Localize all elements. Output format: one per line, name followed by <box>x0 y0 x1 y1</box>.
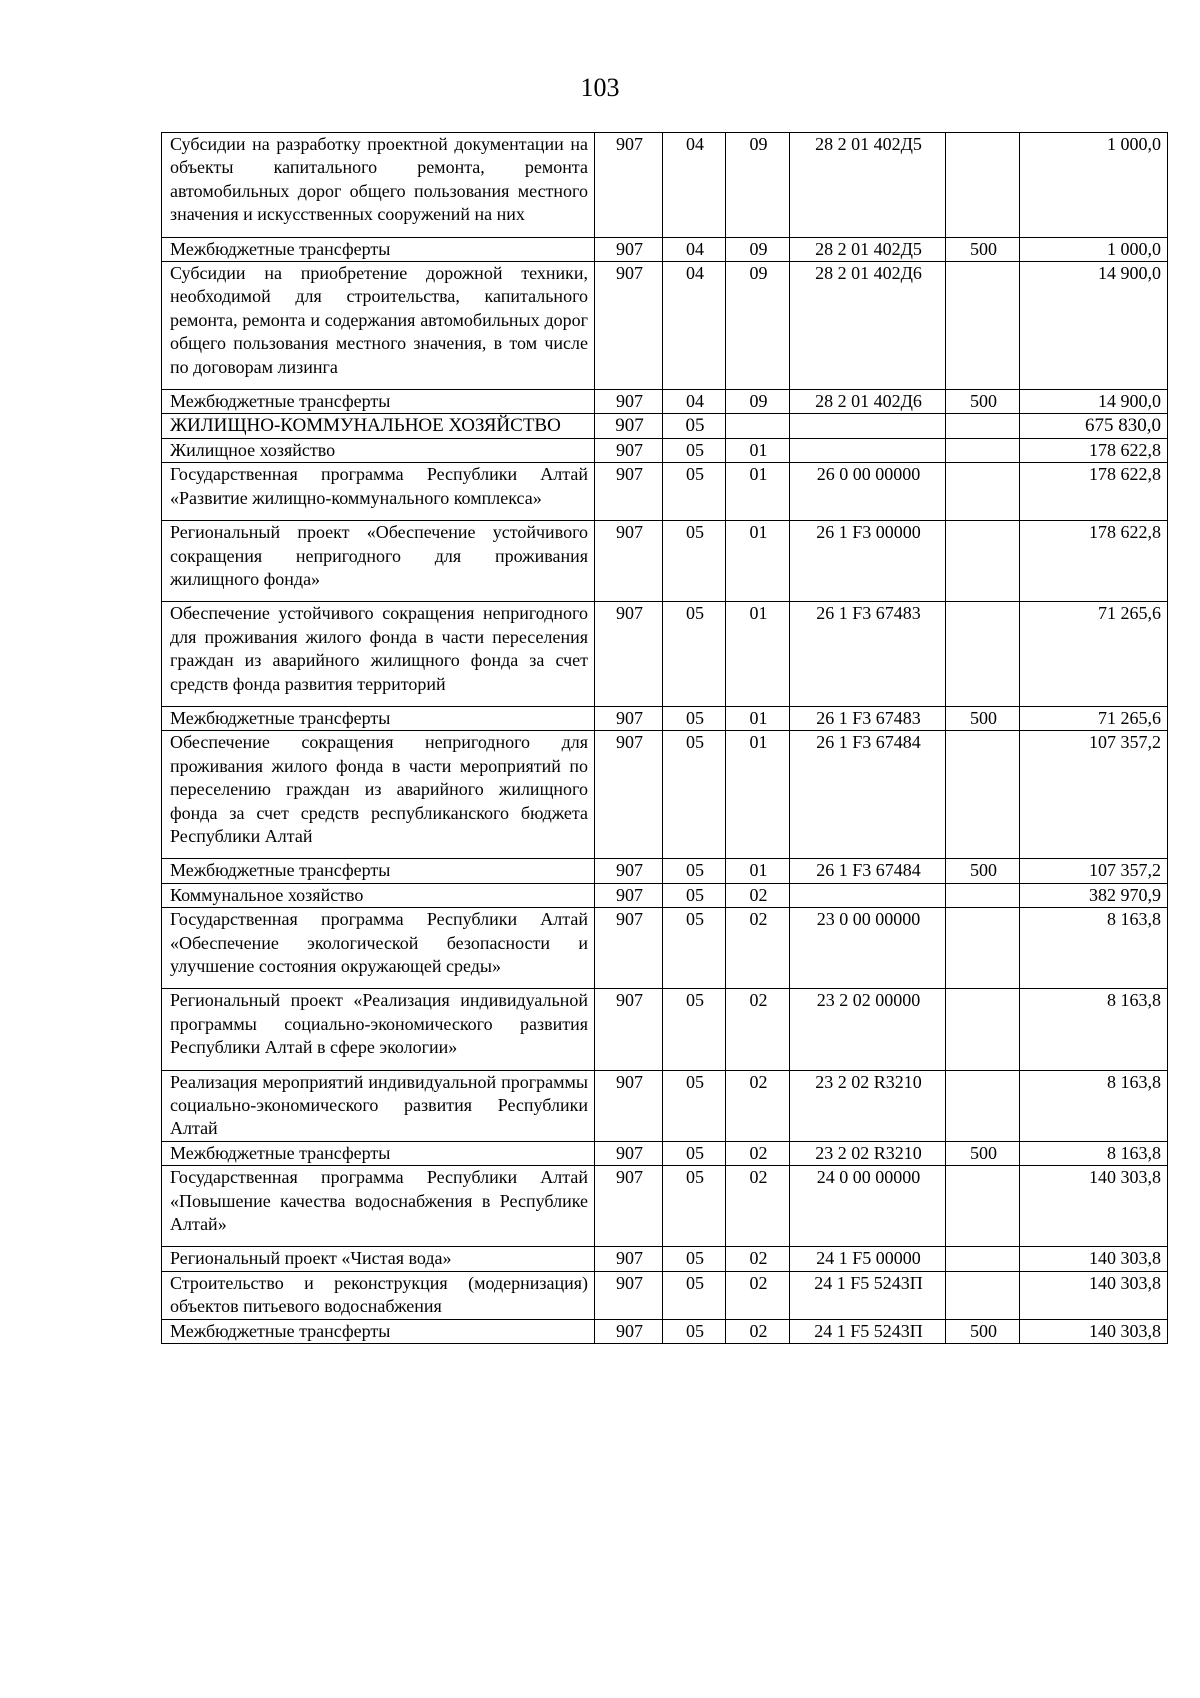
row-subsection-code: 01 <box>726 706 790 730</box>
table-row <box>162 262 1168 390</box>
row-amount: 8 163,8 <box>1020 908 1168 989</box>
row-subsection-code: 02 <box>726 883 790 907</box>
row-ministry-code: 907 <box>595 602 663 707</box>
row-amount: 1 000,0 <box>1020 237 1168 261</box>
table-row <box>162 908 1168 989</box>
row-amount: 140 303,8 <box>1020 1166 1168 1247</box>
row-target-article-code: 26 1 F3 67483 <box>790 706 946 730</box>
row-subsection-code: 01 <box>726 731 790 859</box>
row-amount: 8 163,8 <box>1020 989 1168 1070</box>
row-subsection-code: 02 <box>726 1070 790 1141</box>
table-row <box>162 133 1168 238</box>
table-row <box>162 1247 1168 1271</box>
table-row <box>162 521 1168 602</box>
row-section-code: 04 <box>663 237 726 261</box>
row-target-article-code: 23 2 02 R3210 <box>790 1070 946 1141</box>
row-target-article-code <box>790 438 946 462</box>
row-subsection-code: 09 <box>726 390 790 414</box>
row-expense-type-code: 500 <box>946 859 1020 883</box>
row-section-code: 04 <box>663 133 726 238</box>
row-target-article-code: 24 1 F5 5243П <box>790 1271 946 1319</box>
table-row <box>162 989 1168 1070</box>
row-section-code: 05 <box>663 463 726 521</box>
row-subsection-code: 02 <box>726 1166 790 1247</box>
row-amount: 14 900,0 <box>1020 390 1168 414</box>
row-ministry-code: 907 <box>595 262 663 390</box>
row-ministry-code: 907 <box>595 1070 663 1141</box>
table-row <box>162 463 1168 521</box>
row-target-article-code: 23 2 02 R3210 <box>790 1141 946 1165</box>
row-amount: 107 357,2 <box>1020 859 1168 883</box>
row-name-cell: Межбюджетные трансферты <box>162 1141 595 1165</box>
row-section-code: 05 <box>663 438 726 462</box>
row-expense-type-code <box>946 1271 1020 1319</box>
row-amount: 8 163,8 <box>1020 1141 1168 1165</box>
row-amount: 107 357,2 <box>1020 731 1168 859</box>
row-name-cell: Межбюджетные трансферты <box>162 859 595 883</box>
row-subsection-code: 02 <box>726 1247 790 1271</box>
table-row <box>162 883 1168 907</box>
table-body <box>162 133 1168 1344</box>
row-amount: 8 163,8 <box>1020 1070 1168 1141</box>
row-subsection-code: 01 <box>726 859 790 883</box>
table-row <box>162 1141 1168 1165</box>
row-expense-type-code: 500 <box>946 1141 1020 1165</box>
row-expense-type-code <box>946 414 1020 438</box>
row-ministry-code: 907 <box>595 463 663 521</box>
row-target-article-code: 23 0 00 00000 <box>790 908 946 989</box>
table-row <box>162 602 1168 707</box>
row-expense-type-code <box>946 262 1020 390</box>
row-target-article-code: 26 1 F3 00000 <box>790 521 946 602</box>
row-target-article-code: 28 2 01 402Д6 <box>790 262 946 390</box>
row-ministry-code: 907 <box>595 521 663 602</box>
table-row <box>162 731 1168 859</box>
budget-table <box>161 132 1168 1344</box>
row-amount: 140 303,8 <box>1020 1319 1168 1343</box>
row-section-code: 05 <box>663 908 726 989</box>
row-target-article-code: 26 1 F3 67484 <box>790 731 946 859</box>
row-amount: 178 622,8 <box>1020 438 1168 462</box>
row-ministry-code: 907 <box>595 883 663 907</box>
row-ministry-code: 907 <box>595 237 663 261</box>
row-amount: 14 900,0 <box>1020 262 1168 390</box>
row-name-cell: Субсидии на приобретение дорожной техники, необходимой для строительства, капитального ремонта, ремонта и содержания автомобильных дорог общего пользования местного значения, в том числе по договорам лизинга <box>162 262 595 390</box>
row-expense-type-code <box>946 463 1020 521</box>
row-expense-type-code <box>946 602 1020 707</box>
row-name-cell: Межбюджетные трансферты <box>162 706 595 730</box>
row-amount: 1 000,0 <box>1020 133 1168 238</box>
table-row <box>162 438 1168 462</box>
row-target-article-code: 26 1 F3 67484 <box>790 859 946 883</box>
table-row <box>162 1166 1168 1247</box>
row-target-article-code <box>790 883 946 907</box>
row-amount: 71 265,6 <box>1020 602 1168 707</box>
row-name-cell: Государственная программа Республики Алтай «Повышение качества водоснабжения в Республике Алтай» <box>162 1166 595 1247</box>
row-ministry-code: 907 <box>595 1319 663 1343</box>
page-number: 103 <box>580 73 620 102</box>
row-subsection-code: 09 <box>726 133 790 238</box>
row-name-cell: Государственная программа Республики Алтай «Развитие жилищно-коммунального комплекса» <box>162 463 595 521</box>
row-subsection-code: 01 <box>726 521 790 602</box>
row-ministry-code: 907 <box>595 133 663 238</box>
row-name-cell: Государственная программа Республики Алтай «Обеспечение экологической безопасности и улучшение состояния окружающей среды» <box>162 908 595 989</box>
row-ministry-code: 907 <box>595 908 663 989</box>
row-expense-type-code <box>946 908 1020 989</box>
row-ministry-code: 907 <box>595 731 663 859</box>
row-subsection-code: 01 <box>726 463 790 521</box>
row-subsection-code: 02 <box>726 1319 790 1343</box>
row-section-code: 05 <box>663 1271 726 1319</box>
row-section-code: 05 <box>663 1319 726 1343</box>
row-name-cell: Межбюджетные трансферты <box>162 390 595 414</box>
row-ministry-code: 907 <box>595 1247 663 1271</box>
row-section-code: 05 <box>663 706 726 730</box>
row-subsection-code: 01 <box>726 602 790 707</box>
table-row <box>162 859 1168 883</box>
row-target-article-code: 26 0 00 00000 <box>790 463 946 521</box>
row-name-cell: Жилищное хозяйство <box>162 438 595 462</box>
row-ministry-code: 907 <box>595 1271 663 1319</box>
row-ministry-code: 907 <box>595 438 663 462</box>
row-section-code: 05 <box>663 602 726 707</box>
row-target-article-code: 26 1 F3 67483 <box>790 602 946 707</box>
row-expense-type-code: 500 <box>946 237 1020 261</box>
row-section-code: 05 <box>663 1070 726 1141</box>
row-name-cell: Строительство и реконструкция (модернизация) объектов питьевого водоснабжения <box>162 1271 595 1319</box>
row-target-article-code: 28 2 01 402Д5 <box>790 237 946 261</box>
row-ministry-code: 907 <box>595 414 663 438</box>
row-expense-type-code: 500 <box>946 1319 1020 1343</box>
table-row <box>162 706 1168 730</box>
row-ministry-code: 907 <box>595 989 663 1070</box>
row-target-article-code: 24 1 F5 00000 <box>790 1247 946 1271</box>
row-expense-type-code <box>946 989 1020 1070</box>
row-subsection-code: 02 <box>726 989 790 1070</box>
row-target-article-code: 24 1 F5 5243П <box>790 1319 946 1343</box>
table-row <box>162 414 1168 438</box>
row-name-cell: Коммунальное хозяйство <box>162 883 595 907</box>
row-section-code: 05 <box>663 1141 726 1165</box>
row-section-code: 05 <box>663 883 726 907</box>
row-section-code: 05 <box>663 859 726 883</box>
row-expense-type-code <box>946 438 1020 462</box>
row-ministry-code: 907 <box>595 390 663 414</box>
row-subsection-code: 09 <box>726 262 790 390</box>
table-row <box>162 1319 1168 1343</box>
row-section-code: 05 <box>663 1247 726 1271</box>
row-name-cell: Обеспечение устойчивого сокращения непригодного для проживания жилого фонда в части переселения граждан из аварийного жилищного фонда за счет средств фонда развития территорий <box>162 602 595 707</box>
row-expense-type-code <box>946 521 1020 602</box>
row-subsection-code: 02 <box>726 1141 790 1165</box>
row-subsection-code: 02 <box>726 908 790 989</box>
row-ministry-code: 907 <box>595 859 663 883</box>
row-target-article-code: 24 0 00 00000 <box>790 1166 946 1247</box>
row-target-article-code: 28 2 01 402Д6 <box>790 390 946 414</box>
row-expense-type-code <box>946 1166 1020 1247</box>
row-subsection-code: 09 <box>726 237 790 261</box>
row-section-code: 04 <box>663 390 726 414</box>
row-section-code: 05 <box>663 414 726 438</box>
row-section-code: 05 <box>663 731 726 859</box>
row-amount: 382 970,9 <box>1020 883 1168 907</box>
row-section-code: 05 <box>663 989 726 1070</box>
row-target-article-code <box>790 414 946 438</box>
row-amount: 71 265,6 <box>1020 706 1168 730</box>
row-subsection-code <box>726 414 790 438</box>
row-amount: 178 622,8 <box>1020 463 1168 521</box>
row-name-cell: Региональный проект «Реализация индивидуальной программы социально-экономического развития Республики Алтай в сфере экологии» <box>162 989 595 1070</box>
row-target-article-code: 23 2 02 00000 <box>790 989 946 1070</box>
row-subsection-code: 01 <box>726 438 790 462</box>
row-name-cell: Межбюджетные трансферты <box>162 237 595 261</box>
row-name-cell: Региональный проект «Чистая вода» <box>162 1247 595 1271</box>
table-row <box>162 237 1168 261</box>
row-ministry-code: 907 <box>595 1166 663 1247</box>
table-row <box>162 390 1168 414</box>
table-row <box>162 1070 1168 1141</box>
row-expense-type-code <box>946 1070 1020 1141</box>
row-ministry-code: 907 <box>595 706 663 730</box>
row-name-cell: Реализация мероприятий индивидуальной программы социально-экономического развития Республики Алтай <box>162 1070 595 1141</box>
row-name-cell: Обеспечение сокращения непригодного для проживания жилого фонда в части мероприятий по переселению граждан из аварийного жилищного фонда за счет средств республиканского бюджета Республики Алтай <box>162 731 595 859</box>
row-expense-type-code: 500 <box>946 390 1020 414</box>
row-expense-type-code <box>946 133 1020 238</box>
row-name-cell: Субсидии на разработку проектной документации на объекты капитального ремонта, ремонта автомобильных дорог общего пользования местного значения и искусственных сооружений на них <box>162 133 595 238</box>
row-expense-type-code: 500 <box>946 706 1020 730</box>
row-expense-type-code <box>946 1247 1020 1271</box>
row-amount: 140 303,8 <box>1020 1271 1168 1319</box>
row-ministry-code: 907 <box>595 1141 663 1165</box>
row-subsection-code: 02 <box>726 1271 790 1319</box>
row-name-cell: Межбюджетные трансферты <box>162 1319 595 1343</box>
row-amount: 140 303,8 <box>1020 1247 1168 1271</box>
row-amount: 178 622,8 <box>1020 521 1168 602</box>
row-name-cell: Региональный проект «Обеспечение устойчивого сокращения непригодного для проживания жилищного фонда» <box>162 521 595 602</box>
row-amount: 675 830,0 <box>1020 414 1168 438</box>
row-target-article-code: 28 2 01 402Д5 <box>790 133 946 238</box>
row-section-code: 05 <box>663 521 726 602</box>
row-name-cell: ЖИЛИЩНО-КОММУНАЛЬНОЕ ХОЗЯЙСТВО <box>162 414 595 438</box>
row-expense-type-code <box>946 883 1020 907</box>
table-row <box>162 1271 1168 1319</box>
row-section-code: 05 <box>663 1166 726 1247</box>
row-section-code: 04 <box>663 262 726 390</box>
row-expense-type-code <box>946 731 1020 859</box>
